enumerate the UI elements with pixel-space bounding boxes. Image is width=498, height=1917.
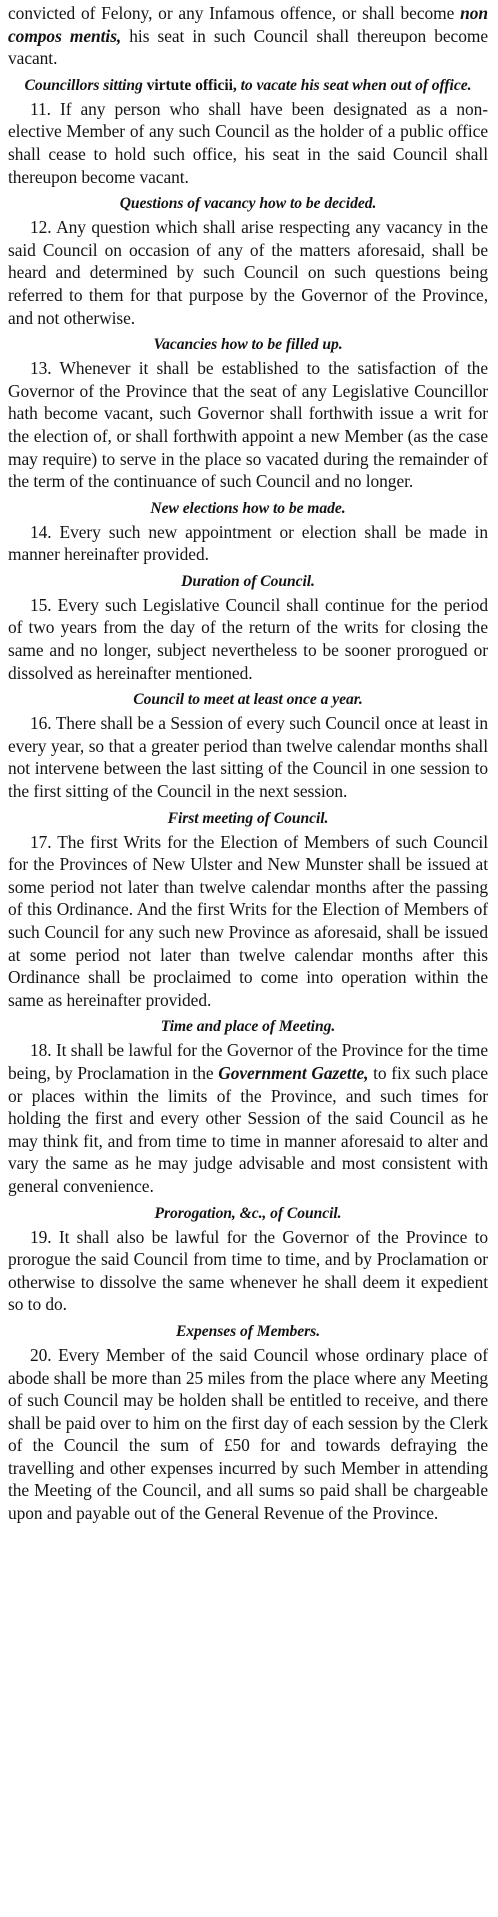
section-18-text-emphasis: Government Gazette, (218, 1062, 369, 1083)
section-heading-council-meet-yearly: Council to meet at least once a year. (133, 691, 363, 709)
section-12-text: 12. Any question which shall arise respecting any vacancy in the said Council on occasion of any of the matters aforesaid, shall be heard and determined by such Council on such questions being referred to them for that purpose by the Governor of the Province, and not otherwise. (8, 217, 488, 328)
intro-text-pre: convicted of Felony, or any Infamous offence, or shall become (8, 3, 461, 23)
section-heading-questions-of-vacancy: Questions of vacancy how to be decided. (119, 195, 377, 213)
intro-paragraph (8, 2, 488, 70)
section-heading-first-meeting: First meeting of Council. (167, 809, 329, 827)
section-16-text: 16. There shall be a Session of every such Council once at least in every year, so that a greater period than twelve calendar months shall not intervene between the last sitting of the Council in one session to the first sitting of the Council in the next session. (8, 713, 488, 802)
section-17-text: 17. The first Writs for the Election of Members of such Council for the Provinces of New Ulster and New Munster shall be issued at some period not later than twelve calendar months after the passing of this Ordinance. And the first Writs for the Election of Members of such Council for any such new Province as aforesaid, shall be issued at some period not later than twelve calendar months after this Ordinance shall be proclaimed to come into operation within the same as hereinafter provided. (8, 831, 488, 1010)
section-heading-vacancies-filled: Vacancies how to be filled up. (153, 336, 343, 354)
intro-text-post: his seat in such Council shall thereupon become vacant. (8, 25, 488, 69)
section-heading-prorogation: Prorogation, &c., of Council. (154, 1204, 342, 1222)
section-11-text: 11. If any person who shall have been designated as a non-elective Member of any such Council as the holder of a public office shall cease to hold such office, his seat in the said Council shall thereupon become vacant. (8, 98, 488, 187)
section-heading-expenses-of-members: Expenses of Members. (175, 1322, 321, 1340)
section-14-text: 14. Every such new appointment or election shall be made in manner hereinafter provided. (8, 521, 488, 565)
heading-part-pre: Councillors sitting (24, 76, 147, 94)
section-heading-councillors-ex-officio (8, 76, 488, 95)
section-19-text: 19. It shall also be lawful for the Governor of the Province to prorogue the said Council from time to time, and by Proclamation or otherwise to dissolve the same whenever he shall deem it expedient so to do. (8, 1226, 488, 1315)
intro-text-emphasis: non compos mentis, (8, 3, 488, 46)
section-15-text: 15. Every such Legislative Council shall continue for the period of two years from the day of the return of the writs for closing the same and no longer, subject nevertheless to be sooner prorogued or dissolved as hereinafter mentioned. (8, 594, 488, 683)
heading-part-plain: virtute officii, (146, 76, 237, 94)
section-18-text-post: to fix such place or places within the limits of the Province, and such times for holding the first and every other Session of the said Council as he may think fit, and from time to time in manner aforesaid to alter and vary the same as he may judge advisable and most consistent with general convenience. (8, 1062, 488, 1196)
section-heading-time-and-place: Time and place of Meeting. (160, 1018, 336, 1036)
section-18-text-pre: 18. It shall be lawful for the Governor of the Province for the time being, by Proclamation in the (8, 1040, 488, 1083)
section-18-text (8, 1039, 488, 1197)
section-heading-new-elections: New elections how to be made. (150, 499, 346, 517)
heading-part-post: to vacate his seat when out of office. (236, 76, 472, 94)
section-20-text: 20. Every Member of the said Council whose ordinary place of abode shall be more than 25 miles from the place where any Meeting of such Council may be holden shall be entitled to receive, and there shall be paid over to him on the first day of each session by the Clerk of the Council the sum of £50 for and towards defraying the travelling and other expenses incurred by such Member in attending the Meeting of the Council, and all sums so paid shall be chargeable upon and payable out of the General Revenue of the Province. (8, 1344, 488, 1524)
section-heading-duration-of-council: Duration of Council. (181, 572, 315, 590)
section-13-text: 13. Whenever it shall be established to the satisfaction of the Governor of the Province that the seat of any Legislative Councillor hath become vacant, such Governor shall forthwith issue a writ for the election of, or shall forthwith appoint a new Member (as the case may require) to serve in the place so vacated during the remainder of the term of the continuance of such Council and no longer. (8, 358, 488, 492)
